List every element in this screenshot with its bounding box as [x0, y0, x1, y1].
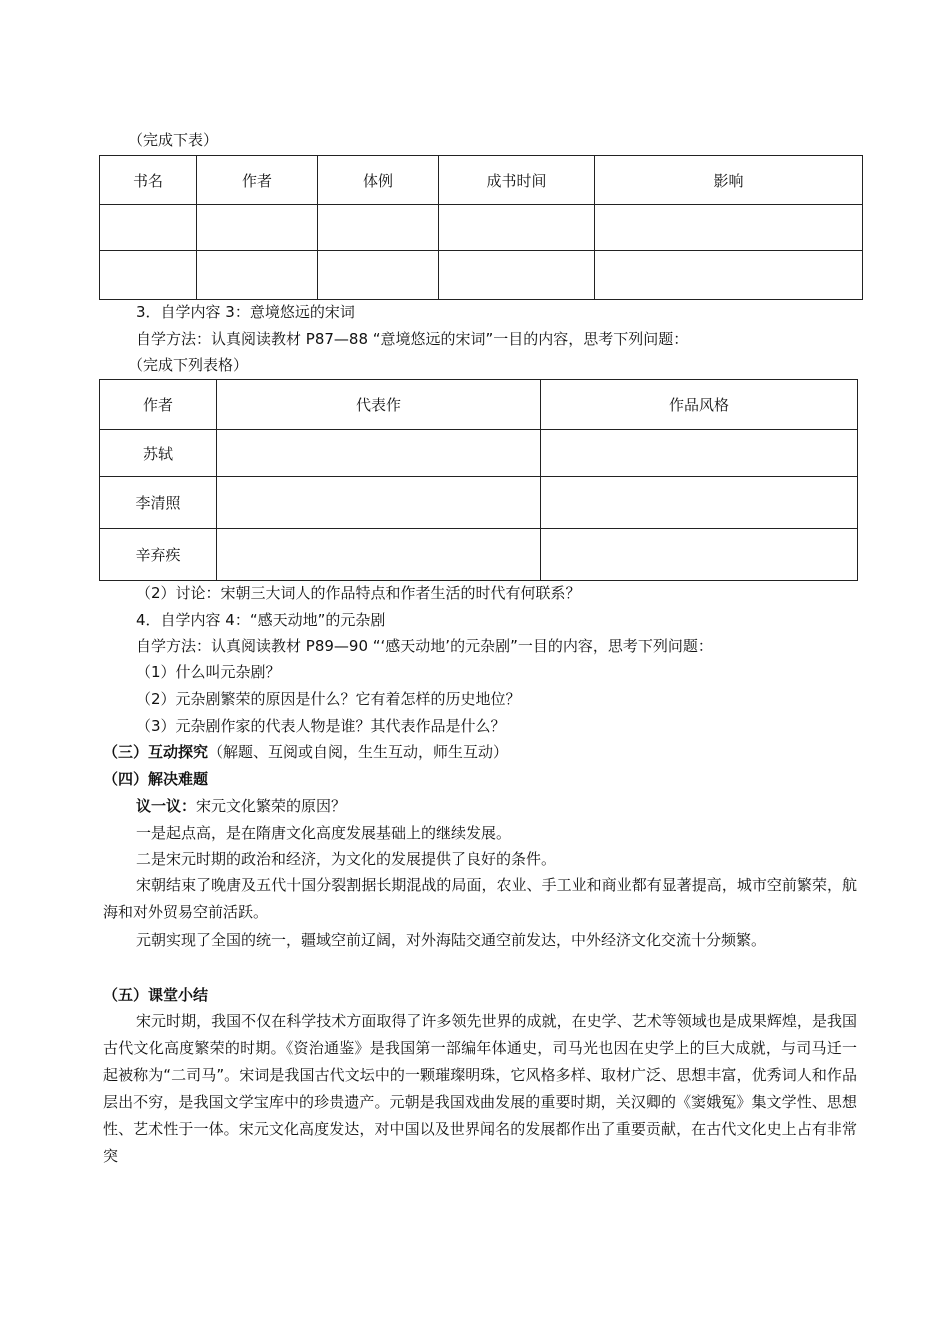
- table-cell[interactable]: [595, 205, 863, 251]
- discuss-label: 议一议：: [136, 797, 197, 815]
- header-representative-work: 代表作: [217, 380, 541, 430]
- author-xin-qiji: 辛弃疾: [100, 529, 217, 581]
- table-row: [100, 251, 863, 300]
- section4-method: 自学方法：认真阅读教材 P89—90 “‘感天动地’的元杂剧”一目的内容，思考下列问题：: [136, 637, 713, 655]
- header-work-style: 作品风格: [541, 380, 858, 430]
- header-author: 作者: [100, 380, 217, 430]
- table-header-row: [100, 156, 863, 205]
- discussion-question: （2）讨论：宋朝三大词人的作品特点和作者生活的时代有何联系？: [136, 584, 581, 602]
- question-item: （2）元杂剧繁荣的原因是什么？它有着怎样的历史地位？: [136, 690, 521, 708]
- table-cell[interactable]: [217, 477, 541, 529]
- section4-title: 4．自学内容 4：“感天动地”的元杂剧: [136, 611, 386, 629]
- table-row: [100, 477, 858, 529]
- section3-title: 3．自学内容 3：意境悠远的宋词: [136, 303, 355, 321]
- part3-note: （解题、互阅或自阅，生生互动，师生互动）: [208, 743, 509, 761]
- part5-heading: （五）课堂小结: [103, 986, 209, 1004]
- part3-line: [103, 742, 508, 762]
- summary-paragraph: 宋元时期，我国不仅在科学技术方面取得了许多领先世界的成就，在史学、艺术等领域也是成果辉煌，是我国古代文化高度繁荣的时期。《资治通鉴》是我国第一部编年体通史，司马光也因在史学上的巨大成就，与司马迁一起被称为“二司马”。宋词是我国古代文坛中的一颗璀璨明珠，它风格多样、取材广泛、思想丰富，优秀词人和作品层出不穷，是我国文学宝库中的珍贵遗产。元朝是我国戏曲发展的重要时期，关汉卿的《窦娥冤》集文学性、思想性、艺术性于一体。宋元文化高度发达，对中国以及世界闻名的发展都作出了重要贡献，在古代文化史上占有非常突: [103, 1012, 857, 1165]
- table-header-row: [100, 380, 858, 430]
- table1-note: （完成下表）: [128, 131, 219, 149]
- question-item: （3）元杂剧作家的代表人物是谁？其代表作品是什么？: [136, 717, 506, 735]
- table-cell[interactable]: [318, 251, 439, 300]
- header-time: 成书时间: [439, 156, 595, 205]
- table-cell[interactable]: [439, 251, 595, 300]
- section3-method: 自学方法：认真阅读教材 P87—88 “意境悠远的宋词”一目的内容，思考下列问题：: [136, 330, 689, 348]
- question-item: （1）什么叫元杂剧？: [136, 663, 281, 681]
- table2-note: （完成下列表格）: [128, 356, 249, 374]
- reason-one: 一是起点高，是在隋唐文化高度发展基础上的继续发展。: [136, 824, 512, 842]
- discuss-question: 宋元文化繁荣的原因？: [196, 797, 347, 815]
- poet-table: [99, 379, 858, 581]
- author-li-qingzhao: 李清照: [100, 477, 217, 529]
- header-influence: 影响: [595, 156, 863, 205]
- table-cell[interactable]: [217, 529, 541, 581]
- table-cell[interactable]: [439, 205, 595, 251]
- table-cell[interactable]: [318, 205, 439, 251]
- table-cell[interactable]: [595, 251, 863, 300]
- song-paragraph: 宋朝结束了晚唐及五代十国分裂割据长期混战的局面，农业、手工业和商业都有显著提高，城市空前繁荣，航海和对外贸易空前活跃。: [103, 876, 857, 921]
- table-cell[interactable]: [197, 251, 318, 300]
- table-cell[interactable]: [197, 205, 318, 251]
- table-cell[interactable]: [541, 529, 858, 581]
- reason-two: 二是宋元时期的政治和经济，为文化的发展提供了良好的条件。: [136, 850, 557, 868]
- table-row: [100, 205, 863, 251]
- table-row: [100, 529, 858, 581]
- discuss-line: [136, 796, 346, 816]
- book-table: [99, 155, 863, 300]
- part3-heading: （三）互动探究: [103, 743, 209, 761]
- table-cell[interactable]: [217, 430, 541, 477]
- table-cell[interactable]: [541, 477, 858, 529]
- yuan-paragraph: 元朝实现了全国的统一，疆域空前辽阔，对外海陆交通空前发达，中外经济文化交流十分频繁。: [136, 931, 767, 949]
- header-style: 体例: [318, 156, 439, 205]
- table-cell[interactable]: [100, 205, 197, 251]
- author-su-shi: 苏轼: [100, 430, 217, 477]
- part4-heading: （四）解决难题: [103, 770, 209, 788]
- header-book-name: 书名: [100, 156, 197, 205]
- table-cell[interactable]: [541, 430, 858, 477]
- table-cell[interactable]: [100, 251, 197, 300]
- table-row: [100, 430, 858, 477]
- header-author: 作者: [197, 156, 318, 205]
